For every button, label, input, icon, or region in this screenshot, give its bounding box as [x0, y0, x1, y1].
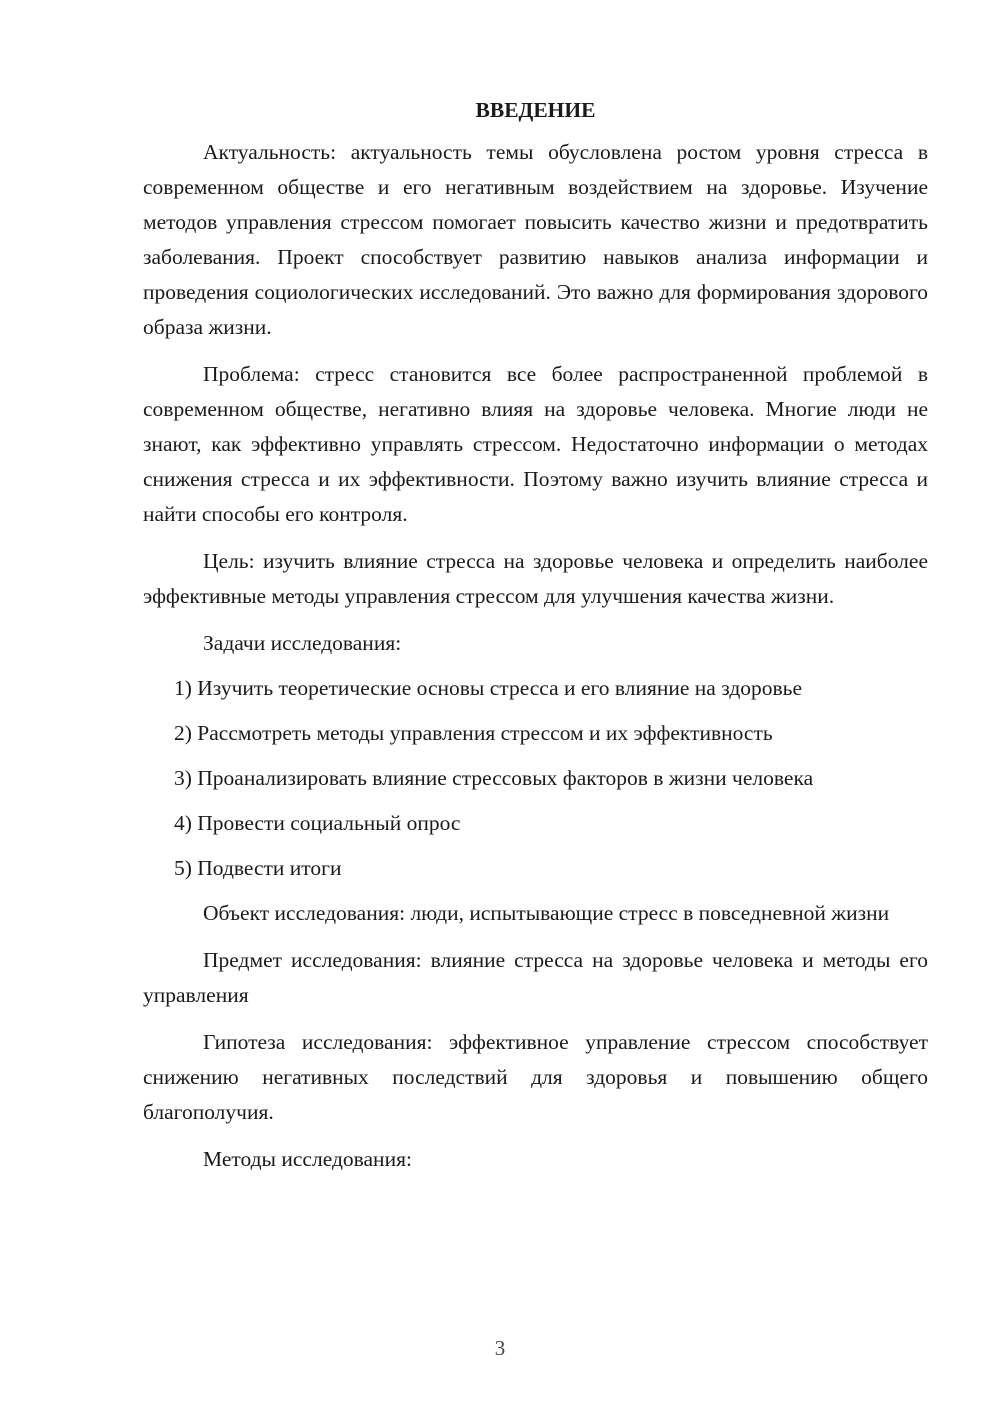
page-title: ВВЕДЕНИЕ: [475, 98, 596, 122]
list-item: 5) Подвести итоги: [174, 856, 342, 880]
document-page: [143, 95, 928, 1189]
list-item: 2) Рассмотреть методы управления стрессом и их эффективность: [174, 721, 773, 745]
tasks-list: [143, 671, 928, 886]
hypothesis-paragraph: Гипотеза исследования: эффективное управление стрессом способствует снижению негативных последствий для здоровья и повышению общего благополучия.: [143, 1030, 928, 1124]
tasks-label: Задачи исследования:: [203, 631, 402, 655]
goal-paragraph: Цель: изучить влияние стресса на здоровье человека и определить наиболее эффективные методы управления стрессом для улучшения качества жизни.: [143, 549, 928, 608]
methods-label: Методы исследования:: [203, 1147, 412, 1171]
object-paragraph: Объект исследования: люди, испытывающие стресс в повседневной жизни: [203, 901, 890, 925]
relevance-paragraph: Актуальность: актуальность темы обусловлена ростом уровня стресса в современном обществе и его негативным воздействием на здоровье. Изучение методов управления стрессом помогает повысить качество жизни и предотвратить заболевания. Проект способствует развитию навыков анализа информации и проведения социологических исследований. Это важно для формирования здорового образа жизни.: [143, 140, 928, 339]
list-item: 4) Провести социальный опрос: [174, 811, 461, 835]
subject-paragraph: Предмет исследования: влияние стресса на здоровье человека и методы его управления: [143, 948, 928, 1007]
problem-paragraph: Проблема: стресс становится все более распространенной проблемой в современном обществе, негативно влияя на здоровье человека. Многие люди не знают, как эффективно управлять стрессом. Недостаточно информации о методах снижения стресса и их эффективности. Поэтому важно изучить влияние стресса и найти способы его контроля.: [143, 362, 928, 526]
list-item: 1) Изучить теоретические основы стресса и его влияние на здоровье: [174, 676, 803, 700]
page-number: 3: [494, 1336, 506, 1360]
list-item: 3) Проанализировать влияние стрессовых факторов в жизни человека: [174, 766, 814, 790]
